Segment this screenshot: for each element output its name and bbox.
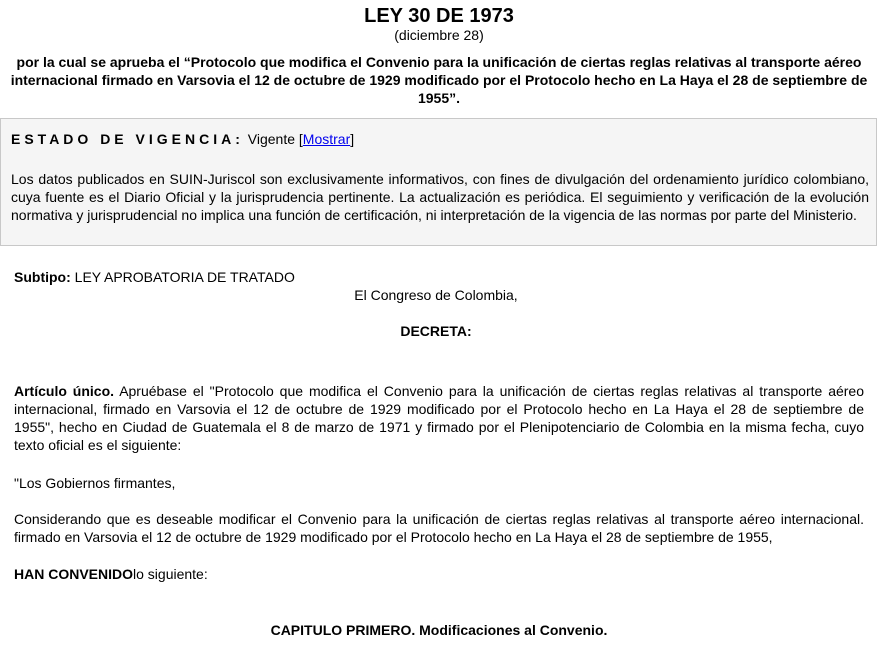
han-convenido-text: lo siguiente: (133, 566, 208, 582)
articulo-text: Apruébase el "Protocolo que modifica el Convenio para la unificación de ciertas reglas relativas al transporte aéreo internacional, firmado en Varsovia el 12 de octubre de 1929 modificado por el Protocolo hecho en La Haya el 28 de septiembre de 1955", hecho en Ciudad de Guatemala el 8 de marzo de 1971 y firmado por el Plenipotenciario de Colombia en la misma fecha, cuyo texto oficial es el siguiente: (14, 383, 865, 453)
subtipo-line (14, 269, 295, 285)
capitulo-heading: CAPITULO PRIMERO. Modificaciones al Convenio. (270, 622, 608, 638)
law-title: LEY 30 DE 1973 (364, 5, 514, 27)
articulo-unico (14, 382, 864, 454)
disclaimer-text: Los datos publicados en SUIN-Juriscol son exclusivamente informativos, con fines de divulgación del ordenamiento jurídico colombiano, cuya fuente es el Diario Oficial y la jurisprudencia pertinente. La actualización es periódica. El seguimiento y verificación de la evolución normativa y jurisprudencial no implica una función de certificación, ni interpretación de la vigencia de las normas por parte del Ministerio. (11, 171, 869, 223)
law-date: (diciembre 28) (394, 27, 484, 43)
gobiernos-firmantes: "Los Gobiernos firmantes, (14, 475, 176, 491)
considerando-paragraph: Considerando que es deseable modificar el Convenio para la unificación de ciertas reglas relativas al transporte aéreo internacional. firmado en Varsovia el 12 de octubre de 1929 modificado por el Protocolo hecho en La Haya el 28 de septiembre de 1955, (14, 511, 864, 545)
subtipo-value: LEY APROBATORIA DE TRATADO (74, 269, 295, 285)
decreta-heading: DECRETA: (400, 323, 472, 339)
congreso-line: El Congreso de Colombia, (354, 287, 518, 303)
vigencia-status-row (11, 131, 354, 147)
subtipo-label: Subtipo: (14, 269, 71, 285)
law-subject: por la cual se aprueba el “Protocolo que modifica el Convenio para la unificación de ciertas reglas relativas al transporte aéreo internacional firmado en Varsovia el 12 de octubre de 1929 modificado por el Protocolo hecho en La Haya el 28 de septiembre de 1955”. (10, 54, 868, 106)
vigencia-label: ESTADO DE VIGENCIA: (11, 131, 244, 147)
articulo-label: Artículo único. (14, 383, 115, 399)
vigencia-status: Vigente (247, 131, 295, 147)
mostrar-link[interactable]: Mostrar (302, 131, 351, 147)
bracket-open: [ (298, 131, 303, 147)
han-convenido-label: HAN CONVENIDO (14, 566, 134, 582)
han-convenido-line (14, 565, 864, 583)
vigencia-panel (0, 118, 877, 246)
bracket-close: ] (350, 131, 355, 147)
